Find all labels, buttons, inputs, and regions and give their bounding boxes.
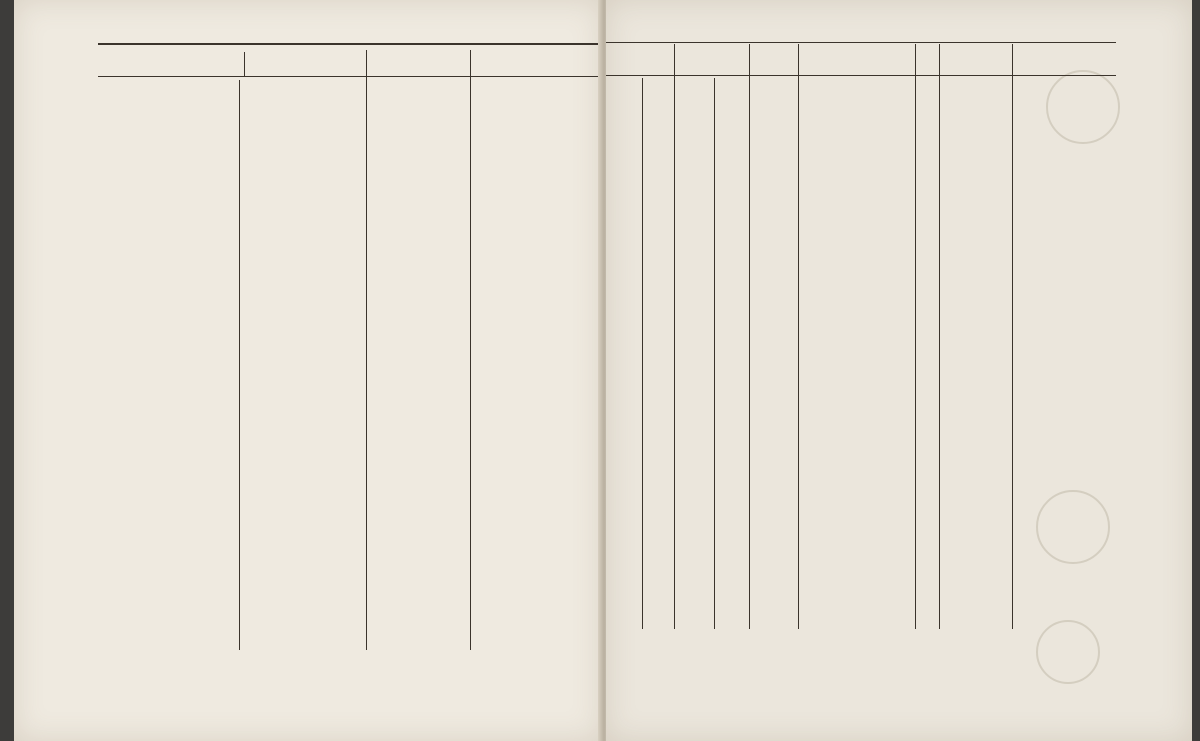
- header-bottom-rule: [98, 76, 602, 77]
- rcol-rule-1b: [642, 78, 643, 629]
- col-rule-3: [470, 50, 471, 650]
- bleed-through-circle-2: [1036, 490, 1110, 564]
- rcol-rule-2b: [714, 78, 715, 629]
- right-header-top-rule: [606, 42, 1116, 43]
- left-page: [14, 0, 603, 741]
- rcol-rule-1: [674, 44, 675, 629]
- bleed-through-circle-3: [1036, 620, 1100, 684]
- rcol-rule-2: [749, 44, 750, 629]
- rcol-rule-6: [1012, 44, 1013, 629]
- col-rule-2: [366, 50, 367, 650]
- rcol-rule-5: [939, 44, 940, 629]
- header-top-rule-2: [98, 44, 602, 45]
- col-rule-1-head: [244, 52, 245, 76]
- rcol-rule-3: [798, 44, 799, 629]
- rcol-rule-4: [915, 44, 916, 629]
- bleed-through-circle: [1046, 70, 1120, 144]
- col-rule-1: [239, 80, 240, 650]
- right-header-bottom-rule: [606, 75, 1116, 76]
- right-page: [606, 0, 1192, 741]
